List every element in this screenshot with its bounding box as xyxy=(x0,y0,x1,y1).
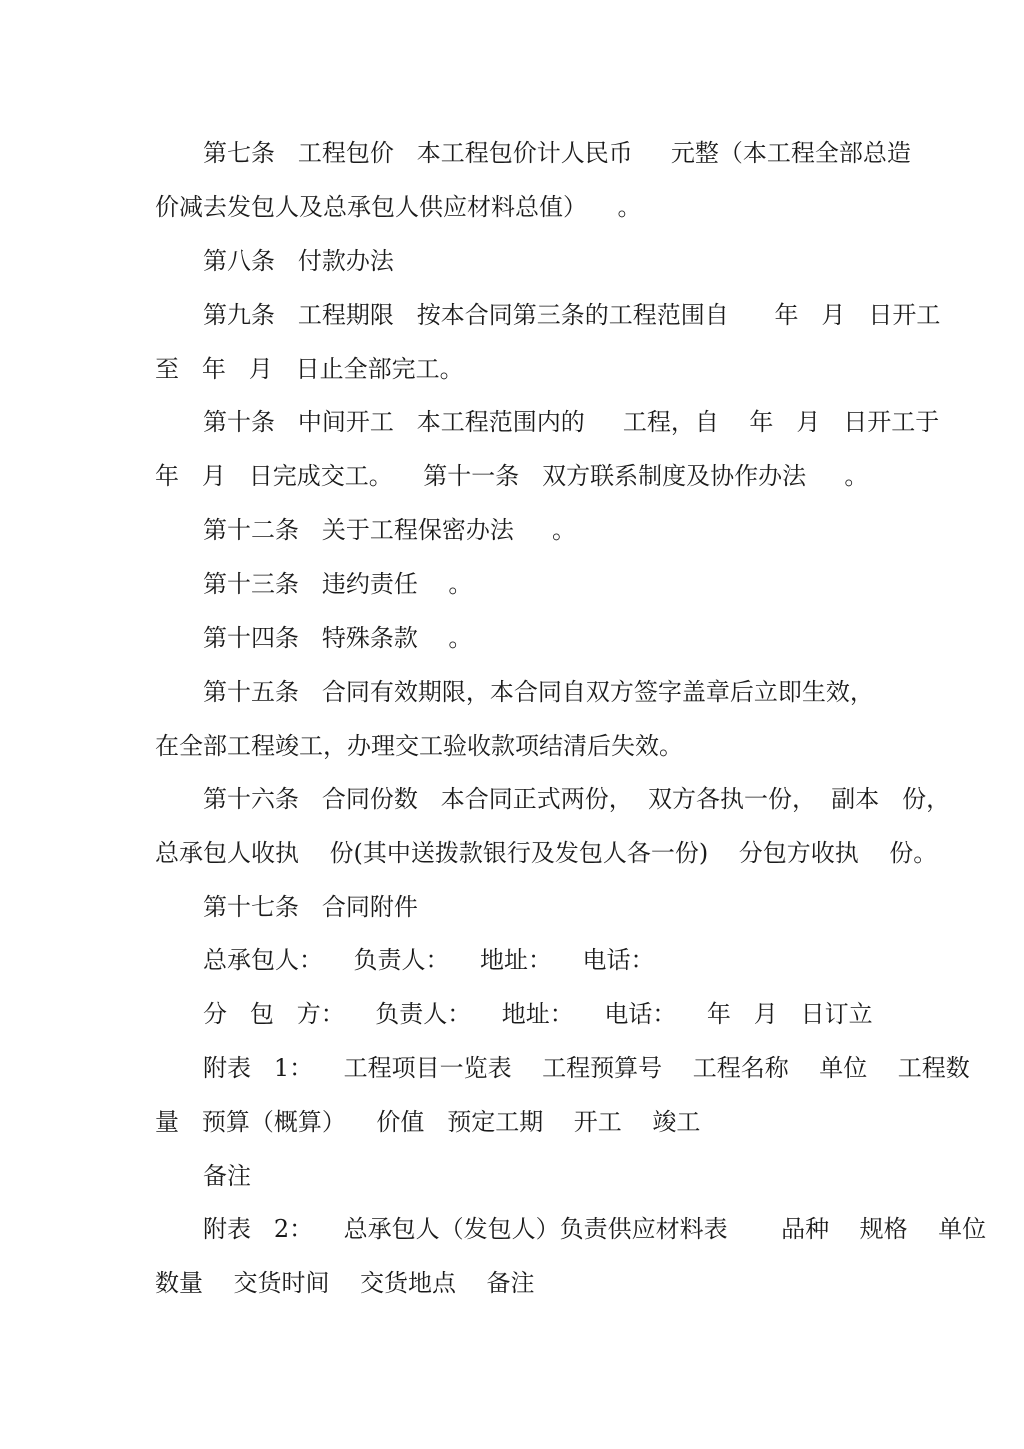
article-7-line-2: 价减去发包人及总承包人供应材料总值） 。 xyxy=(155,193,642,221)
article-9-line-2: 至 年 月 日止全部完工。 xyxy=(155,355,464,383)
article-12-line: 第十二条 关于工程保密办法 。 xyxy=(203,516,577,544)
article-10-11-line: 年 月 日完成交工。 第十一条 双方联系制度及协作办法 。 xyxy=(155,462,869,490)
appendix-1-line-2: 量 预算（概算） 价值 预定工期 开工 竣工 xyxy=(155,1108,701,1136)
article-16-line-1: 第十六条 合同份数 本合同正式两份， 双方各执一份， 副本 份， xyxy=(203,785,951,813)
appendix-2-line-1: 附表 2： 总承包人（发包人）负责供应材料表 品种 规格 单位 xyxy=(203,1215,987,1243)
article-16-line-2: 总承包人收执 份(其中送拨款银行及发包人各一份) 分包方收执 份。 xyxy=(155,839,938,867)
article-14-line: 第十四条 特殊条款 。 xyxy=(203,624,473,652)
article-7-line-1: 第七条 工程包价 本工程包价计人民币 元整（本工程全部总造 xyxy=(203,139,911,167)
article-13-line: 第十三条 违约责任 。 xyxy=(203,570,473,598)
appendix-1-line-3: 备注 xyxy=(203,1162,251,1190)
article-15-line-2: 在全部工程竣工，办理交工验收款项结清后失效。 xyxy=(155,732,683,760)
subcontractor-info-line: 分 包 方： 负责人： 地址： 电话： 年 月 日订立 xyxy=(203,1000,873,1028)
article-17-line: 第十七条 合同附件 xyxy=(203,893,418,921)
article-15-line-1: 第十五条 合同有效期限，本合同自双方签字盖章后立即生效， xyxy=(203,678,874,706)
article-10-line-1: 第十条 中间开工 本工程范围内的 工程，自 年 月 日开工于 xyxy=(203,408,940,436)
appendix-1-line-1: 附表 1： 工程项目一览表 工程预算号 工程名称 单位 工程数 xyxy=(203,1054,970,1082)
appendix-2-line-2: 数量 交货时间 交货地点 备注 xyxy=(155,1269,535,1297)
article-8-line: 第八条 付款办法 xyxy=(203,247,394,275)
contractor-info-line: 总承包人： 负责人： 地址： 电话： xyxy=(203,946,655,974)
article-9-line-1: 第九条 工程期限 按本合同第三条的工程范围自 年 月 日开工 xyxy=(203,301,941,329)
